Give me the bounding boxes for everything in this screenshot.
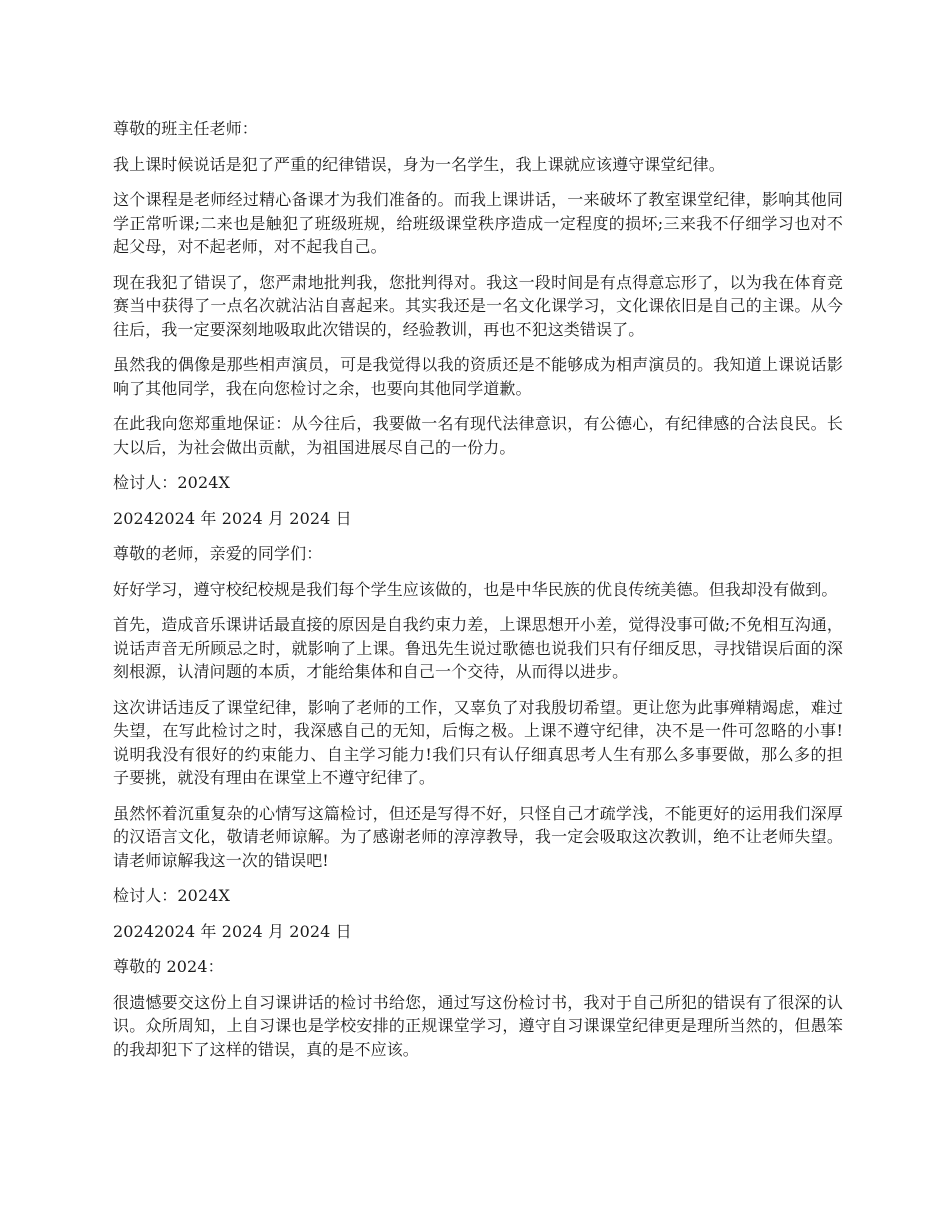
salutation: 尊敬的 2024： (113, 957, 224, 976)
paragraph: 在此我向您郑重地保证：从今往后，我要做一名有现代法律意识，有公德心，有纪律感的合法良民。长大以后，为社会做出贡献，为祖国进展尽自己的一份力。 (113, 414, 843, 457)
paragraph: 首先，造成音乐课讲话最直接的原因是自我约束力差，上课思想开小差，觉得没事可做;不免相互沟通，说话声音无所顾忌之时，就影响了上课。鲁迅先生说过歌德也说我们只有仔细反思，寻找错误后面的深刻根源，认清问题的本质，才能给集体和自己一个交待，从而得以进步。 (113, 615, 843, 681)
paragraph: 虽然怀着沉重复杂的心情写这篇检讨，但还是写得不好，只怪自己才疏学浅，不能更好的运用我们深厚的汉语言文化，敬请老师谅解。为了感谢老师的淳淳教导，我一定会吸取这次教训，绝不让老师失望。请老师谅解我这一次的错误吧! (113, 803, 843, 870)
paragraph: 这个课程是老师经过精心备课才为我们准备的。而我上课讲话，一来破坏了教室课堂纪律，影响其他同学正常听课;二来也是触犯了班级班规，给班级课堂秩序造成一定程度的损坏;三来我不仔细学习也对不起父母，对不起老师，对不起我自己。 (113, 190, 843, 256)
date-line: 20242024 年 2024 月 2024 日 (113, 921, 352, 941)
signature: 检讨人：2024X (113, 886, 231, 905)
signature: 检讨人：2024X (113, 473, 231, 492)
document-body (113, 117, 843, 1073)
paragraph: 我上课时候说话是犯了严重的纪律错误，身为一名学生，我上课就应该遵守课堂纪律。 (113, 154, 725, 174)
paragraph: 很遗憾要交这份上自习课讲话的检讨书给您，通过写这份检讨书，我对于自己所犯的错误有了很深的认识。众所周知，上自习课也是学校安排的正规课堂学习，遵守自习课课堂纪律更是理所当然的，但愚笨的我却犯下了这样的错误，真的是不应该。 (113, 992, 843, 1059)
salutation: 尊敬的班主任老师： (113, 119, 258, 138)
salutation: 尊敬的老师，亲爱的同学们： (113, 544, 323, 563)
paragraph: 这次讲话违反了课堂纪律，影响了老师的工作，又辜负了对我殷切希望。更让您为此事殚精竭虑，难过失望，在写此检讨之时，我深感自己的无知，后悔之极。上课不遵守纪律，决不是一件可忽略的小事!说明我没有很好的约束能力、自主学习能力!我们只有认仔细真思考人生有那么多事要做，那么多的担子要挑，就没有理由在课堂上不遵守纪律了。 (113, 697, 843, 787)
date-line: 20242024 年 2024 月 2024 日 (113, 508, 352, 528)
paragraph: 好好学习，遵守校纪校规是我们每个学生应该做的，也是中华民族的优良传统美德。但我却没有做到。 (113, 579, 838, 599)
paragraph: 虽然我的偶像是那些相声演员，可是我觉得以我的资质还是不能够成为相声演员的。我知道上课说话影响了其他同学，我在向您检讨之余，也要向其他同学道歉。 (113, 355, 843, 398)
paragraph: 现在我犯了错误了，您严肃地批判我，您批判得对。我这一段时间是有点得意忘形了，以为我在体育竞赛当中获得了一点名次就沾沾自喜起来。其实我还是一名文化课学习，文化课依旧是自己的主课。从今往后，我一定要深刻地吸取此次错误的，经验教训，再也不犯这类错误了。 (113, 272, 843, 339)
